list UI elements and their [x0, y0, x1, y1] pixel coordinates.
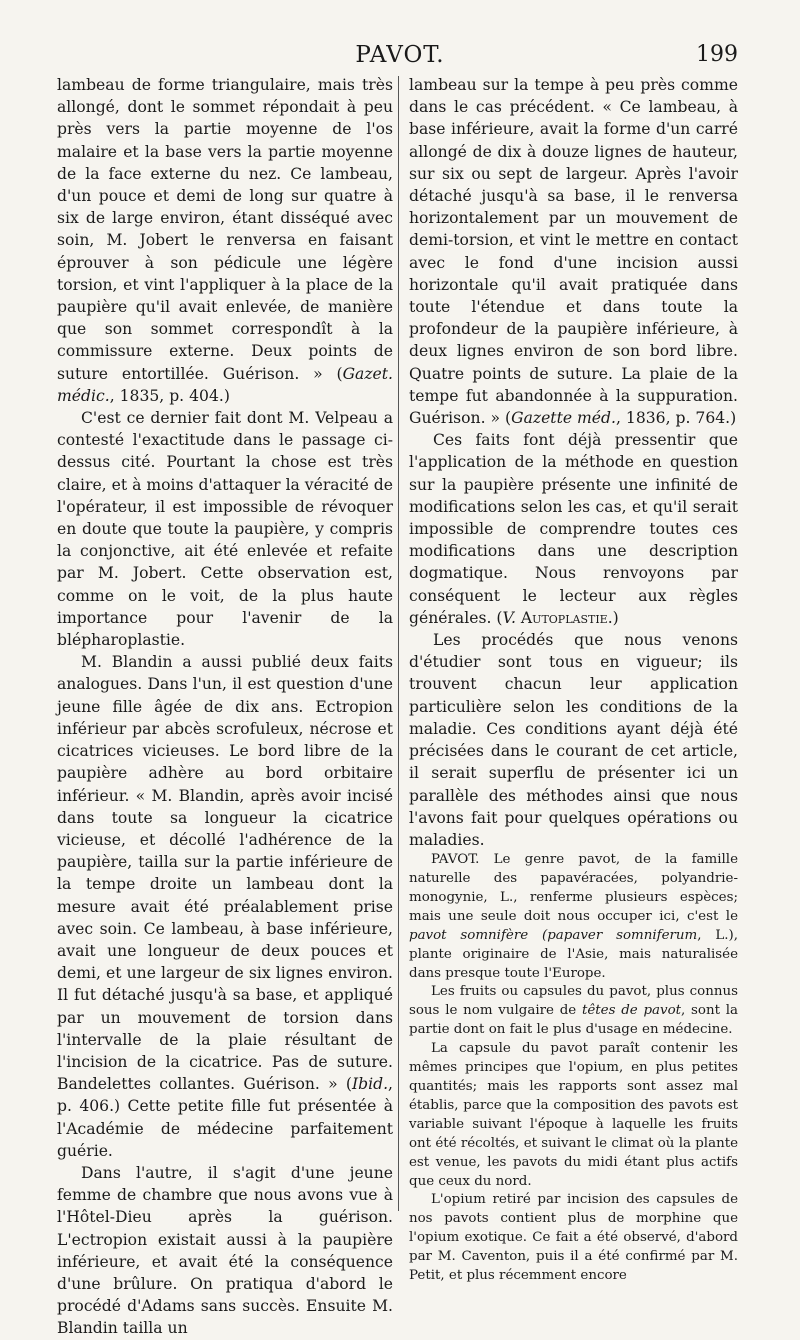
text: Ces faits font déjà pressentir que l'application de la méthode en question sur la paupière présente une infinité de modifications selon les cas, et qu'il serait impossible de comprendre toutes ces modifications dans une description dogmatique. Nous renvoyons par conséquent le lecteur aux règles générales. ( — [409, 431, 738, 627]
text: , L.), plante originaire de l'Asie, mais naturalisée dans presque toute l'Europe. — [409, 927, 738, 981]
paragraph: C'est ce dernier fait dont M. Velpeau a contesté l'exactitude dans le passage ci-dessus cité. Pourtant la chose est très claire, et à moins d'attaquer la véracité de l'opérateur, il est impossible de révoquer en doute que toute la paupière, y compris la conjonctive, ait été enlevée et refaite par M. Jobert. Cette observation est, comme on le voit, de la plus haute importance pour l'avenir de la blépharoplastie. — [57, 409, 393, 650]
paragraph: Les procédés que nous venons d'étudier sont tous en vigueur; ils trouvent chacun leur application particulière selon les conditions de la maladie. Ces conditions ayant déjà été précisées dans le courant de cet article, il serait superflu de présenter ici un parallèle des méthodes ainsi que nous l'avons fait pour quelques opérations ou maladies. — [409, 631, 738, 849]
paragraph — [409, 851, 738, 983]
text: M. Blandin a aussi publié deux faits analogues. Dans l'un, il est question d'une jeune fille âgée de dix ans. Ectropion inférieur par abcès scrofuleux, nécrose et cicatrices vicieuses. Le bord libre de la paupière adhère au bord orbitaire inférieur. « M. Blandin, après avoir incisé dans toute sa longueur la cicatrice vicieuse, et décollé l'adhérence de la paupière, tailla sur la partie inférieure de la tempe droite un lambeau dont la mesure avait été préalablement prise avec soin. Ce lambeau, à base inférieure, avait une longueur de deux pouces et demi, et une largeur de six lignes environ. Il fut détaché jusqu'à sa base, et appliqué par un mouvement de torsion dans l'intervalle de la plaie résultant de l'incision de la cicatrice. Pas de suture. Bandelettes collantes. Guérison. » ( — [57, 653, 393, 1094]
right-column — [409, 74, 738, 1286]
cross-reference-title: Autoplastie — [515, 608, 608, 627]
cross-reference: V. — [502, 608, 516, 627]
paragraph — [57, 651, 393, 1162]
vernacular-name: têtes de pavot — [581, 1003, 682, 1019]
text: Les fruits ou capsules du pavot, plus connus sous le nom vulgaire de — [409, 984, 738, 1019]
paragraph — [409, 983, 738, 1040]
running-title: PAVOT. — [355, 42, 445, 68]
citation: Gazette méd. — [511, 409, 616, 428]
text: lambeau de forme triangulaire, mais très allongé, dont le sommet répondait à peu près vers la partie moyenne de l'os malaire et la base vers la partie moyenne de la face externe du nez. Ce lambeau, d'un pouce et demi de long sur quatre à six de large environ, étant disséqué avec soin, M. Jobert le renversa en faisant éprouver à son pédicule une légère torsion, et vint l'appliquer à la place de la paupière qu'il avait enlevée, de manière que son sommet correspondît à la commissure externe. Deux points de suture entortillée. Guérison. » ( — [57, 76, 393, 383]
column-divider — [398, 76, 399, 1211]
text: .) — [607, 608, 619, 627]
paragraph — [409, 74, 738, 429]
paragraph: L'opium retiré par incision des capsules de nos pavots contient plus de morphine que l'opium exotique. Ce fait a été observé, d'abord par M. Caventon, puis il a été confirmé par M. Petit, et plus récemment encore — [409, 1192, 738, 1284]
paragraph: La capsule du pavot paraît contenir les mêmes principes que l'opium, en plus petites quantités; mais les rapports sont assez mal établis, parce que la composition des pavots est variable suivant l'époque à laquelle les fruits ont été récoltés, et suivant le climat où la plante est venue, les pavots du midi étant plus actifs que ceux du nord. — [409, 1041, 738, 1189]
species-name: pavot somnifère (papaver somniferum — [409, 927, 698, 943]
paragraph: Dans l'autre, il s'agit d'une jeune femme de chambre que nous avons vue à l'Hôtel-Dieu après la guérison. L'ectropion existait aussi à la paupière inférieure, et avait été la conséquence d'une brûlure. On pratiqua d'abord le procédé d'Adams sans succès. Ensuite M. Blandin tailla un — [57, 1163, 393, 1338]
text: Le genre pavot, de la famille naturelle des papavéracées, polyandrie-monogynie, L., renferme plusieurs espèces; mais une seule doit nous occuper ici, c'est le — [409, 852, 738, 924]
left-column — [57, 74, 393, 1340]
entry-heading: PAVOT. — [431, 852, 480, 868]
paragraph — [409, 429, 738, 629]
citation: Gazet. médic. — [57, 364, 393, 405]
entry-pavot — [409, 851, 738, 1286]
text: lambeau sur la tempe à peu près comme dans le cas précédent. « Ce lambeau, à base inférieure, avait la forme d'un carré allongé de dix à douze lignes de hauteur, sur six ou sept de largeur. Après l'avoir détaché jusqu'à sa base, il le renversa horizontalement par un mouvement de demi-torsion, et vint le mettre en contact avec le fond d'une incision aussi horizontale qu'il avait pratiquée dans toute l'étendue et dans toute la profondeur de la paupière inférieure, à deux lignes environ de son bord libre. Quatre points de suture. La plaie de la tempe fut abandonnée à la suppuration. Guérison. » ( — [409, 76, 738, 428]
page-number: 199 — [696, 42, 738, 67]
text: , 1835, p. 404.) — [109, 386, 230, 405]
page-header — [0, 42, 800, 72]
text: , p. 406.) Cette petite fille fut présentée à l'Académie de médecine parfaitement guérie. — [57, 1075, 393, 1160]
text: , sont la partie dont on fait le plus d'usage en médecine. — [409, 1003, 738, 1038]
paragraph — [57, 74, 393, 407]
citation: Ibid. — [351, 1075, 389, 1094]
text: , 1836, p. 764.) — [615, 409, 737, 428]
